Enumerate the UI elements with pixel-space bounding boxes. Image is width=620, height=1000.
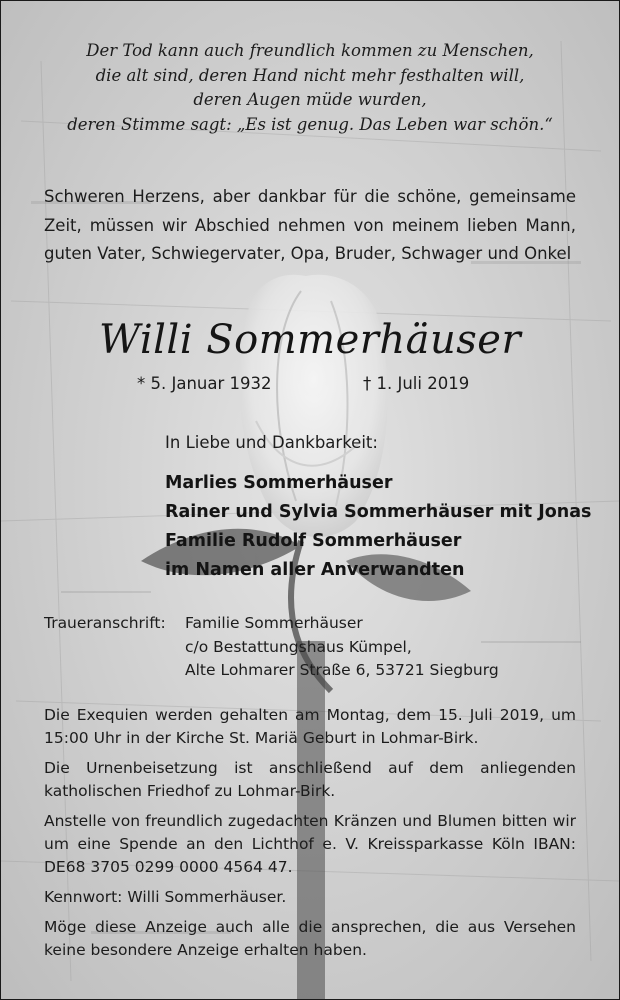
death-date: † 1. Juli 2019: [363, 374, 470, 393]
mourner-name: Rainer und Sylvia Sommerhäuser mit Jonas: [165, 502, 592, 522]
poem-line: deren Augen müde wurden,: [193, 90, 427, 109]
memorial-poem: [21, 39, 599, 137]
poem-line: Der Tod kann auch freundlich kommen zu Menschen,: [86, 41, 534, 60]
mourner-name: Familie Rudolf Sommerhäuser: [165, 531, 462, 551]
note-paragraph: Kennwort: Willi Sommerhäuser.: [44, 888, 287, 906]
mourner-name: Marlies Sommerhäuser: [165, 473, 393, 493]
intro-text: Schweren Herzens, aber dankbar für die schöne, gemeinsame Zeit, müssen wir Abschied nehmen von meinem lieben Mann, guten Vater, Schwiegervater, Opa, Bruder, Schwager und Onkel: [44, 187, 576, 263]
address-line: c/o Bestattungshaus Kümpel,: [185, 637, 412, 656]
mourner-name: im Namen aller Anverwandten: [165, 560, 465, 580]
funeral-notes: [44, 704, 576, 969]
note-paragraph: Möge diese Anzeige auch alle die ansprechen, die aus Versehen keine besondere Anzeige erhalten haben.: [44, 918, 576, 959]
poem-line: deren Stimme sagt: „Es ist genug. Das Leben war schön.“: [67, 114, 553, 134]
birth-date: * 5. Januar 1932: [137, 374, 272, 393]
mourners-intro: In Liebe und Dankbarkeit:: [165, 433, 378, 452]
address-label: Traueranschrift:: [44, 614, 166, 632]
note-paragraph: Die Urnenbeisetzung ist anschließend auf dem anliegenden katholischen Friedhof zu Lohmar-Birk.: [44, 759, 576, 800]
note-paragraph: Die Exequien werden gehalten am Montag, dem 15. Juli 2019, um 15:00 Uhr in der Kirche St. Mariä Geburt in Lohmar-Birk.: [44, 706, 576, 747]
deceased-name: Willi Sommerhäuser: [98, 317, 522, 363]
address-line: Familie Sommerhäuser: [185, 614, 363, 632]
address-line: Alte Lohmarer Straße 6, 53721 Siegburg: [185, 661, 499, 679]
note-paragraph: Anstelle von freundlich zugedachten Kränzen und Blumen bitten wir um eine Spende an den Lichthof e. V. Kreissparkasse Köln IBAN: DE68 3705 0299 0000 4564 47.: [44, 812, 576, 876]
mourners-list: [165, 469, 591, 585]
poem-line: die alt sind, deren Hand nicht mehr festhalten will,: [95, 65, 525, 85]
